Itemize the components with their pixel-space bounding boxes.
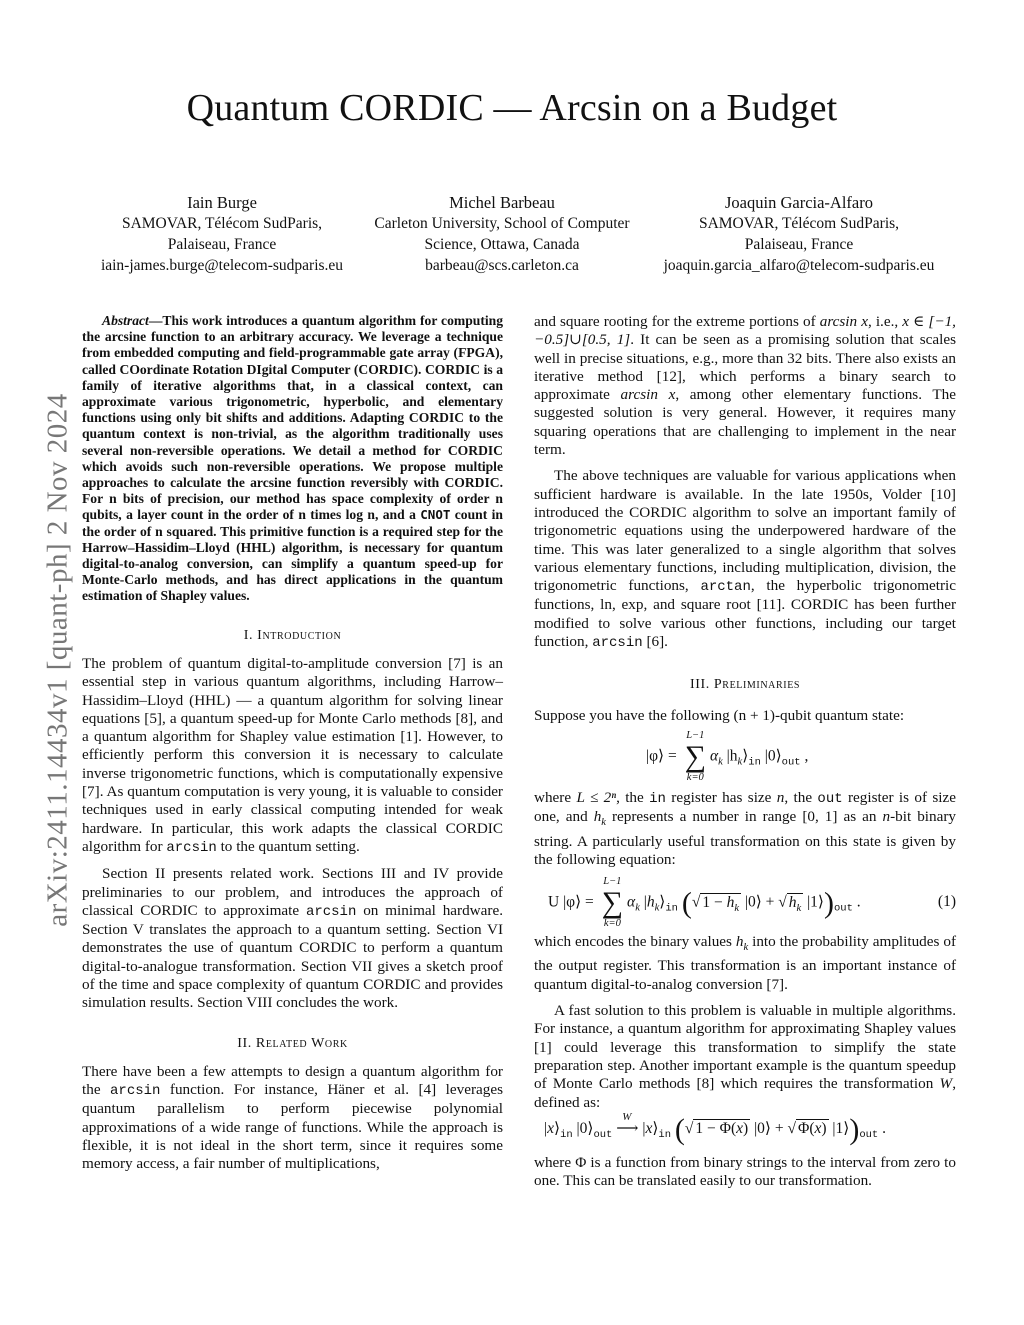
author-affiliation: SAMOVAR, Télécom SudParis, bbox=[121, 215, 323, 232]
abstract-label: Abstract bbox=[102, 313, 149, 328]
section-heading: I. Introduction bbox=[243, 627, 342, 643]
author-name: Joaquin Garcia-Alfaro bbox=[725, 193, 873, 212]
author-block bbox=[0, 192, 1024, 282]
paragraph: There have been a few attempts to design a quantum algorithm for the arcsin function. For instance, Häner et al. [4] leverages quantum parallelism to perform piecewise polynomial approximations of a wide range of functions. While the approach is flexible, it is not ideal in the short term, since it requires some memory access, a fair number of multiplications, bbox=[82, 1062, 503, 1173]
author-affiliation: Science, Ottawa, Canada bbox=[424, 236, 580, 253]
paragraph: Section II presents related work. Sections III and IV provide preliminaries to our problem, and introduces the approach of classical CORDIC to approximate arcsin on minimal hardware. Section V translates the approach to a quantum setting. Section VI demonstrates the use of quantum CORDIC to perform a quantum digital-to-analogue transformation. Section VII gives a sketch proof of the time and space complexity of quantum CORDIC and provides simulation results. Section VIII concludes the work. bbox=[82, 865, 503, 1012]
paragraph: A fast solution to this problem is valuable in multiple algorithms. For instance, a quantum algorithm for approximating Shapley values [1] could leverage this transformation to simplify the state preparation step. Another important example is the quantum speedup of Monte Carlo methods [8] which requires the transformation W, defined as: bbox=[534, 1002, 956, 1111]
author-email: barbeau@scs.carleton.ca bbox=[425, 257, 579, 274]
author-name: Iain Burge bbox=[187, 193, 257, 212]
author-email: iain-james.burge@telecom-sudparis.eu bbox=[100, 257, 344, 274]
section-heading: III. Preliminaries bbox=[689, 677, 801, 693]
equation-w-transform: $|x⟩_{in}$ $|0⟩_{out}$ W ⟶ $|x⟩_{in}$ (√ 1 − Φ(x) |0⟩ + √ Φ(x) $|1⟩)_{out}$ . bbox=[544, 1110, 886, 1146]
author-3 bbox=[642, 192, 956, 276]
arxiv-identifier: arXiv:2411.14434v1 [quant-ph] 2 Nov 2024 bbox=[41, 393, 74, 927]
author-affiliation: Carleton University, School of Computer bbox=[374, 215, 630, 232]
paragraph: Suppose you have the following (n + 1)-qubit quantum state: bbox=[534, 706, 905, 724]
paragraph: and square rooting for the extreme portions of arcsin x, i.e., x ∈ [−1, −0.5]∪[0.5, 1]. It can be seen as a promising solution that scales well in precise situations, e.g., more than 32 bits. There also exists an iterative method [12], which performs a binary search to approximate arcsin x, among other elementary functions. The suggested solution is very general. However, it requires many squaring operations that are challenging to implement in the near term. bbox=[534, 313, 956, 459]
author-affiliation: SAMOVAR, Télécom SudParis, bbox=[698, 215, 900, 232]
paragraph: which encodes the binary values $h_k$ into the probability amplitudes of the output register. This transformation is an important instance of quantum digital-to-analog conversion [7]. bbox=[534, 933, 957, 993]
author-email: joaquin.garcia_alfaro@telecom-sudparis.eu bbox=[663, 257, 935, 274]
equation-state: |φ⟩ = L−1 ∑ k=0 $\alpha_k$ $|h_k⟩_{in}$ $|0⟩_{out}$ , bbox=[646, 729, 809, 783]
equation-label: (1) bbox=[937, 893, 956, 911]
paragraph: where Φ is a function from binary strings to the interval from zero to one. This can be translated easily to our transformation. bbox=[534, 1153, 956, 1190]
abstract: Abstract—This work introduces a quantum algorithm for computing the arcsine function to an arbitrary accuracy. We leverage a technique from embedded computing and field-programmable gate array (FPGA), called COordinate Rotation DIgital Computer (CORDIC). CORDIC is a family of iterative algorithms that, in a classical context, can approximate various trigonometric, hyperbolic, and elementary functions using only bit shifts and additions. Adapting CORDIC to the quantum context is non-trivial, as the algorithm traditionally uses several non-reversible operations. We detail a method for CORDIC which avoids such non-reversible operations. We propose multiple approaches to calculate the arcsine function reversibly with CORDIC. For n bits of precision, our method has space complexity of order n qubits, a layer count in the order of n times log n, and a CNOT count in the order of n squared. This primitive function is a required step for the Harrow–Hassidim–Lloyd (HHL) algorithm, is necessary for quantum digital-to-analog conversion, can simplify a quantum speed-up for Monte-Carlo methods, and has direct applications in the quantum estimation of Shapley values. bbox=[82, 313, 503, 604]
author-affiliation: Palaiseau, France bbox=[167, 236, 277, 253]
paragraph: The above techniques are valuable for various applications when sufficient hardware is available. In the late 1950s, Volder [10] introduced the CORDIC algorithm to solve an important family of trigonometric equations using the underpowered hardware of the time. This was later generalized to a single algorithm that solves various elementary functions, including multiplication, division, the trigonometric functions, arctan, the hyperbolic trigonometric functions, ln, exp, and square root [11]. CORDIC has been further modified to solve various other functions, including our target function, arcsin [6]. bbox=[534, 467, 956, 652]
author-1 bbox=[82, 192, 362, 276]
author-affiliation: Palaiseau, France bbox=[744, 236, 854, 253]
section-heading: II. Related Work bbox=[237, 1035, 348, 1051]
paragraph: where L ≤ 2ⁿ, the in register has size n, the out register is of size one, and $h_k$ represents a number in range [0, 1] as an n-bit binary string. A particularly useful transformation on this state is given by the following equation: bbox=[534, 788, 957, 868]
right-column bbox=[534, 313, 956, 1190]
author-2 bbox=[352, 192, 652, 276]
equation-transformation: U |φ⟩ = L−1 ∑ k=0 $\alpha_k$ $|h_k⟩_{in}$ (√ $1 - h_k$ |0⟩ + √ $h_k$ $|1⟩)_{out}$ . (1) bbox=[548, 876, 956, 930]
author-name: Michel Barbeau bbox=[449, 193, 555, 212]
paper-title: Quantum CORDIC — Arcsin on a Budget bbox=[186, 87, 838, 129]
paragraph: The problem of quantum digital-to-amplitude conversion [7] is an essential step in various quantum algorithms, including Harrow–Hassidim–Lloyd (HHL) — a quantum algorithm for solving linear equations [5], a quantum speed-up for Monte Carlo methods [8], and a quantum algorithm for Shapley value estimation [1]. However, to efficiently perform this conversion it is necessary to calculate inverse trigonometric functions, which is computationally expensive [7]. As quantum computation is very young, it is valuable to consider techniques used in early classical computing intended for weak hardware. In particular, this work adapts the classical CORDIC algorithm for arcsin to the quantum setting. bbox=[82, 654, 503, 856]
left-column bbox=[82, 313, 503, 1174]
